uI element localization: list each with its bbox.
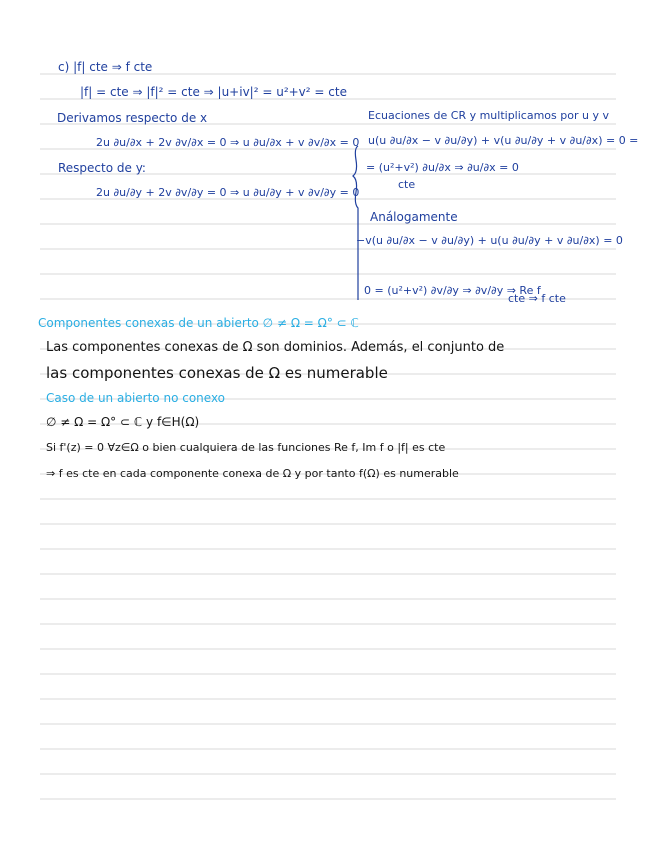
cte-note: cte — [398, 178, 416, 191]
derive-x-label: Derivamos respecto de x — [57, 111, 208, 125]
item-c-heading: c) |f| cte ⇒ f cte — [58, 60, 153, 74]
cr-result-2: 0 = (u²+v²) ∂v/∂y ⇒ ∂v/∂y ⇒ Re f — [364, 284, 541, 297]
non-connected-hypothesis: ∅ ≠ Ω = Ω° ⊂ ℂ y f∈H(Ω) — [46, 415, 200, 429]
derive-y-equation: 2u ∂u/∂y + 2v ∂v/∂y = 0 ⇒ u ∂u/∂y + v ∂v/∂y = 0 — [96, 186, 360, 199]
non-connected-condition: Si f'(z) = 0 ∀z∈Ω o bien cualquiera de las funciones Re f, Im f o |f| es cte — [46, 441, 446, 454]
cr-label: Ecuaciones de CR y multiplicamos por u y v — [368, 109, 609, 122]
analogamente-label: Análogamente — [370, 210, 458, 224]
components-statement-2: las componentes conexas de Ω es numerable — [46, 364, 388, 382]
section-heading-components: Componentes conexas de un abierto ∅ ≠ Ω = Ω° ⊂ ℂ — [38, 316, 359, 330]
cr-result-2-conclusion: cte ⇒ f cte — [508, 292, 566, 305]
cr-equation-2: −v(u ∂u/∂x − v ∂u/∂y) + u(u ∂u/∂y + v ∂u/∂x) = 0 — [356, 234, 623, 247]
derive-x-equation: 2u ∂u/∂x + 2v ∂v/∂x = 0 ⇒ u ∂u/∂x + v ∂v/∂x = 0 — [96, 136, 360, 149]
cr-result-1: = (u²+v²) ∂u/∂x ⇒ ∂u/∂x = 0 — [366, 161, 519, 174]
section-heading-non-connected: Caso de un abierto no conexo — [46, 391, 226, 405]
derive-y-label: Respecto de y: — [58, 161, 146, 175]
cr-equation-1: u(u ∂u/∂x − v ∂u/∂y) + v(u ∂u/∂y + v ∂u/∂x) = 0 = — [368, 134, 639, 147]
components-statement-1: Las componentes conexas de Ω son dominios. Además, el conjunto de — [46, 340, 505, 355]
brace-divider — [353, 146, 358, 300]
modulus-equation: |f| = cte ⇒ |f|² = cte ⇒ |u+iv|² = u²+v² = cte — [80, 85, 347, 99]
non-connected-conclusion: ⇒ f es cte en cada componente conexa de Ω y por tanto f(Ω) es numerable — [46, 467, 459, 480]
